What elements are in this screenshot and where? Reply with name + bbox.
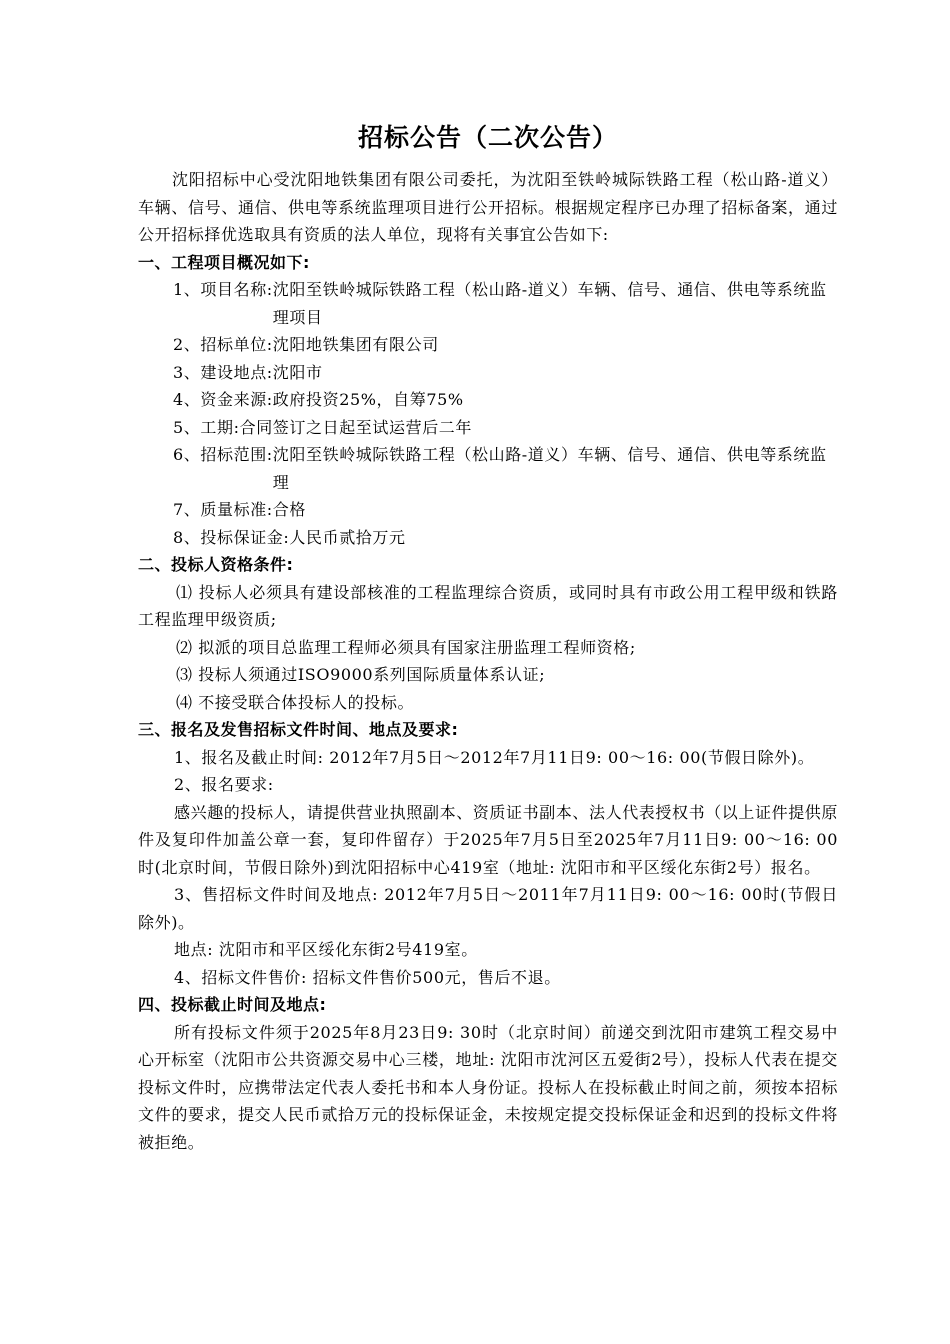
item-number: 8、 — [173, 527, 201, 547]
section-heading-bid-deadline: 四、投标截止时间及地点: — [138, 995, 327, 1014]
item-label: 质量标准: — [200, 500, 273, 519]
intro-paragraph: 沈阳招标中心受沈阳地铁集团有限公司委托，为沈阳至铁岭城际铁路工程（松山路-道义）车辆、信号、通信、供电等系统监理项目进行公开招标。根据规定程序已办理了招标备案，通过公开招标择优选取具有资质的法人单位，现将有关事宜公告如下: — [138, 170, 838, 244]
item-number: 6、 — [173, 445, 201, 464]
item-value: 沈阳至铁岭城际铁路工程（松山路-道义）车辆、信号、通信、供电等系统监理 — [272, 445, 827, 492]
registration-requirements-paragraph: 感兴趣的投标人，请提供营业执照副本、资质证书副本、法人代表授权书（以上证件提供原件及复印件加盖公章一套，复印件留存）于2025年7月5日至2025年7月11日9: 00～16: 00时(北京时间，节假日除外)到沈阳招标中心419室（地址: 沈阳市和平区绥化东街2号）报名。 — [138, 802, 839, 877]
document-page — [138, 118, 838, 1156]
registration-time-paragraph: 1、报名及截止时间: 2012年7月5日～2012年7月11日9: 00～16: 00(节假日除外)。 — [174, 747, 815, 767]
item-number: 7、 — [173, 500, 201, 519]
document-sale-location-paragraph: 地点: 沈阳市和平区绥化东街2号419室。 — [174, 940, 478, 959]
list-item — [138, 496, 838, 524]
item-label: 项目名称: — [200, 280, 273, 299]
qualification-item: ⑷ 不接受联合体投标人的投标。 — [176, 692, 415, 712]
section-heading-project-overview: 一、工程项目概况如下: — [138, 252, 310, 272]
page-title: 招标公告（二次公告） — [357, 123, 618, 152]
item-value: 沈阳至铁岭城际铁路工程（松山路-道义）车辆、信号、通信、供电等系统监理项目 — [272, 280, 827, 327]
item-value: 人民币贰拾万元 — [289, 527, 406, 547]
list-item — [138, 276, 838, 331]
item-number: 3、 — [173, 362, 201, 382]
item-label: 投标保证金: — [200, 527, 290, 547]
qualification-item: ⑶ 投标人须通过ISO9000系列国际质量体系认证; — [176, 665, 546, 684]
item-number: 4、 — [173, 390, 201, 409]
item-value: 政府投资25%，自筹75% — [272, 390, 464, 409]
qualification-item: ⑴ 投标人必须具有建设部核准的工程监理综合资质，或同时具有市政公用工程甲级和铁路工程监理甲级资质; — [138, 582, 838, 629]
item-label: 资金来源: — [200, 390, 273, 409]
item-label: 招标单位: — [200, 335, 273, 354]
item-value: 合同签订之日起至试运营后二年 — [239, 417, 472, 437]
item-number: 5、 — [173, 417, 201, 437]
list-item — [138, 359, 838, 387]
list-item — [138, 331, 838, 359]
item-number: 2、 — [173, 335, 201, 354]
qualification-item: ⑵ 拟派的项目总监理工程师必须具有国家注册监理工程师资格; — [176, 637, 636, 657]
list-item — [138, 414, 838, 442]
section-heading-registration: 三、报名及发售招标文件时间、地点及要求: — [138, 720, 459, 739]
bid-deadline-paragraph: 所有投标文件须于2025年8月23日9: 30时（北京时间）前递交到沈阳市建筑工程交易中心开标室（沈阳市公共资源交易中心三楼，地址: 沈阳市沈河区五爱街2号），投标人代表在提交投标文件时，应携带法定代表人委托书和本人身份证。投标人在投标截止时间之前，须按本招标文件的要求，提交人民币贰拾万元的投标保证金，未按规定提交投标保证金和迟到的投标文件将被拒绝。 — [138, 1022, 838, 1152]
document-sale-time-paragraph: 3、售招标文件时间及地点: 2012年7月5日～2011年7月11日9: 00～16: 00时(节假日除外)。 — [138, 885, 838, 932]
item-label: 工期: — [200, 417, 240, 437]
list-item — [138, 524, 838, 552]
item-number: 1、 — [173, 280, 201, 299]
item-label: 招标范围: — [200, 445, 273, 464]
item-value: 沈阳市 — [272, 362, 323, 382]
item-label: 建设地点: — [200, 362, 273, 382]
item-value: 合格 — [272, 500, 306, 519]
section-heading-bidder-qualifications: 二、投标人资格条件: — [138, 555, 294, 574]
document-price-paragraph: 4、招标文件售价: 招标文件售价500元，售后不退。 — [174, 967, 561, 987]
list-item — [138, 386, 838, 414]
list-item — [138, 441, 838, 496]
registration-requirements-label: 2、报名要求: — [174, 775, 274, 794]
item-value: 沈阳地铁集团有限公司 — [272, 335, 439, 354]
